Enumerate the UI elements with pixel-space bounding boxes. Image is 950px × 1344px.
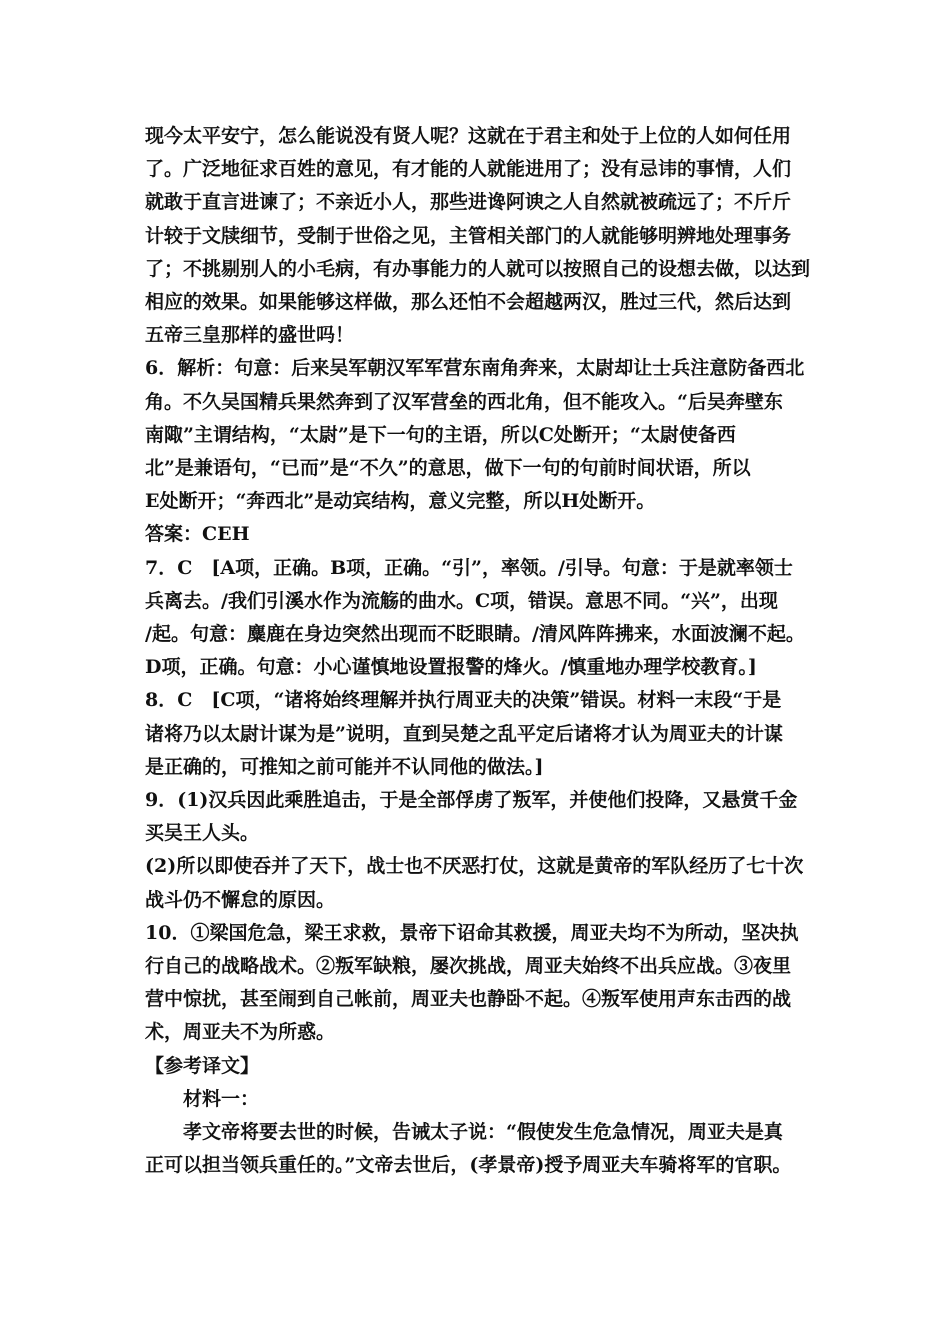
- text-line: 正可以担当领兵重任的。”文帝去世后，(孝景帝)授予周亚夫车骑将军的官职。: [145, 1154, 792, 1177]
- text-line: 行自己的战略战术。②叛军缺粮，屡次挑战，周亚夫始终不出兵应战。③夜里: [145, 955, 792, 978]
- text-line: 战斗仍不懈怠的原因。: [145, 888, 336, 911]
- text-line: /起。句意：麋鹿在身边突然出现而不眨眼睛。/清风阵阵拂来，水面波澜不起。: [145, 623, 805, 646]
- text-line: 是正确的，可推知之前可能并不认同他的做法。]: [145, 755, 544, 778]
- text-line: 计较于文牍细节，受制于世俗之见，主管相关部门的人就能够明辨地处理事务: [145, 224, 792, 247]
- text-line: 了。广泛地征求百姓的意见，有才能的人就能进用了；没有忌讳的事情，人们: [145, 158, 792, 181]
- question-6-line: 6．解析：句意：后来吴军朝汉军军营东南角奔来，太尉却让士兵注意防备西北: [145, 357, 805, 380]
- text-line: 兵离去。/我们引溪水作为流觞的曲水。C项，错误。意思不同。“兴”，出现: [145, 589, 778, 612]
- text-line: (2)所以即使吞并了天下，战士也不厌恶打仗，这就是黄帝的军队经历了七十次: [145, 855, 804, 878]
- question-7-line: 7．C [A项，正确。B项，正确。“引”，率领。/引导。句意：于是就率领士: [145, 556, 793, 579]
- text-line: 孝文帝将要去世的时候，告诫太子说：“假使发生危急情况，周亚夫是真: [183, 1121, 783, 1144]
- text-line: 南陬”主谓结构，“太尉”是下一句的主语，所以C处断开；“太尉使备西: [145, 423, 736, 446]
- text-line: D项，正确。句意：小心谨慎地设置报警的烽火。/慎重地办理学校教育。]: [145, 656, 757, 679]
- answer-line: 答案：CEH: [145, 523, 250, 546]
- text-line: 了；不挑剔别人的小毛病，有办事能力的人就可以按照自己的设想去做，以达到: [145, 257, 811, 280]
- text-line: 买吴王人头。: [145, 822, 260, 845]
- material-one-heading: 材料一：: [183, 1087, 260, 1110]
- text-line: 营中惊扰，甚至闹到自己帐前，周亚夫也静卧不起。④叛军使用声东击西的战: [145, 988, 792, 1011]
- reference-translation-heading: 【参考译文】: [145, 1054, 260, 1077]
- question-9-line: 9．(1)汉兵因此乘胜追击，于是全部俘虏了叛军，并使他们投降，又悬赏千金: [145, 789, 798, 812]
- text-line: 北”是兼语句，“已而”是“不久”的意思，做下一句的句前时间状语，所以: [145, 457, 751, 480]
- text-line: E处断开；“奔西北”是动宾结构，意义完整，所以H处断开。: [145, 490, 656, 513]
- text-line: 现今太平安宁，怎么能说没有贤人呢？这就在于君主和处于上位的人如何任用: [145, 125, 792, 147]
- text-line: 就敢于直言进谏了；不亲近小人，那些进谗阿谀之人自然就被疏远了；不斤斤: [145, 191, 792, 214]
- question-8-line: 8．C [C项，“诸将始终理解并执行周亚夫的决策”错误。材料一末段“于是: [145, 689, 782, 712]
- text-line: 相应的效果。如果能够这样做，那么还怕不会超越两汉，胜过三代，然后达到: [145, 291, 792, 314]
- text-line: 五帝三皇那样的盛世吗！: [145, 324, 355, 347]
- text-line: 角。不久吴国精兵果然奔到了汉军营垒的西北角，但不能攻入。“后吴奔壁东: [145, 390, 783, 413]
- question-10-line: 10．①梁国危急，梁王求救，景帝下诏命其救援，周亚夫均不为所动，坚决执: [145, 921, 799, 944]
- text-line: 诸将乃以太尉计谋为是”说明，直到吴楚之乱平定后诸将才认为周亚夫的计谋: [145, 722, 783, 745]
- document-body: [145, 120, 815, 1183]
- text-line: 术，周亚夫不为所惑。: [145, 1021, 336, 1044]
